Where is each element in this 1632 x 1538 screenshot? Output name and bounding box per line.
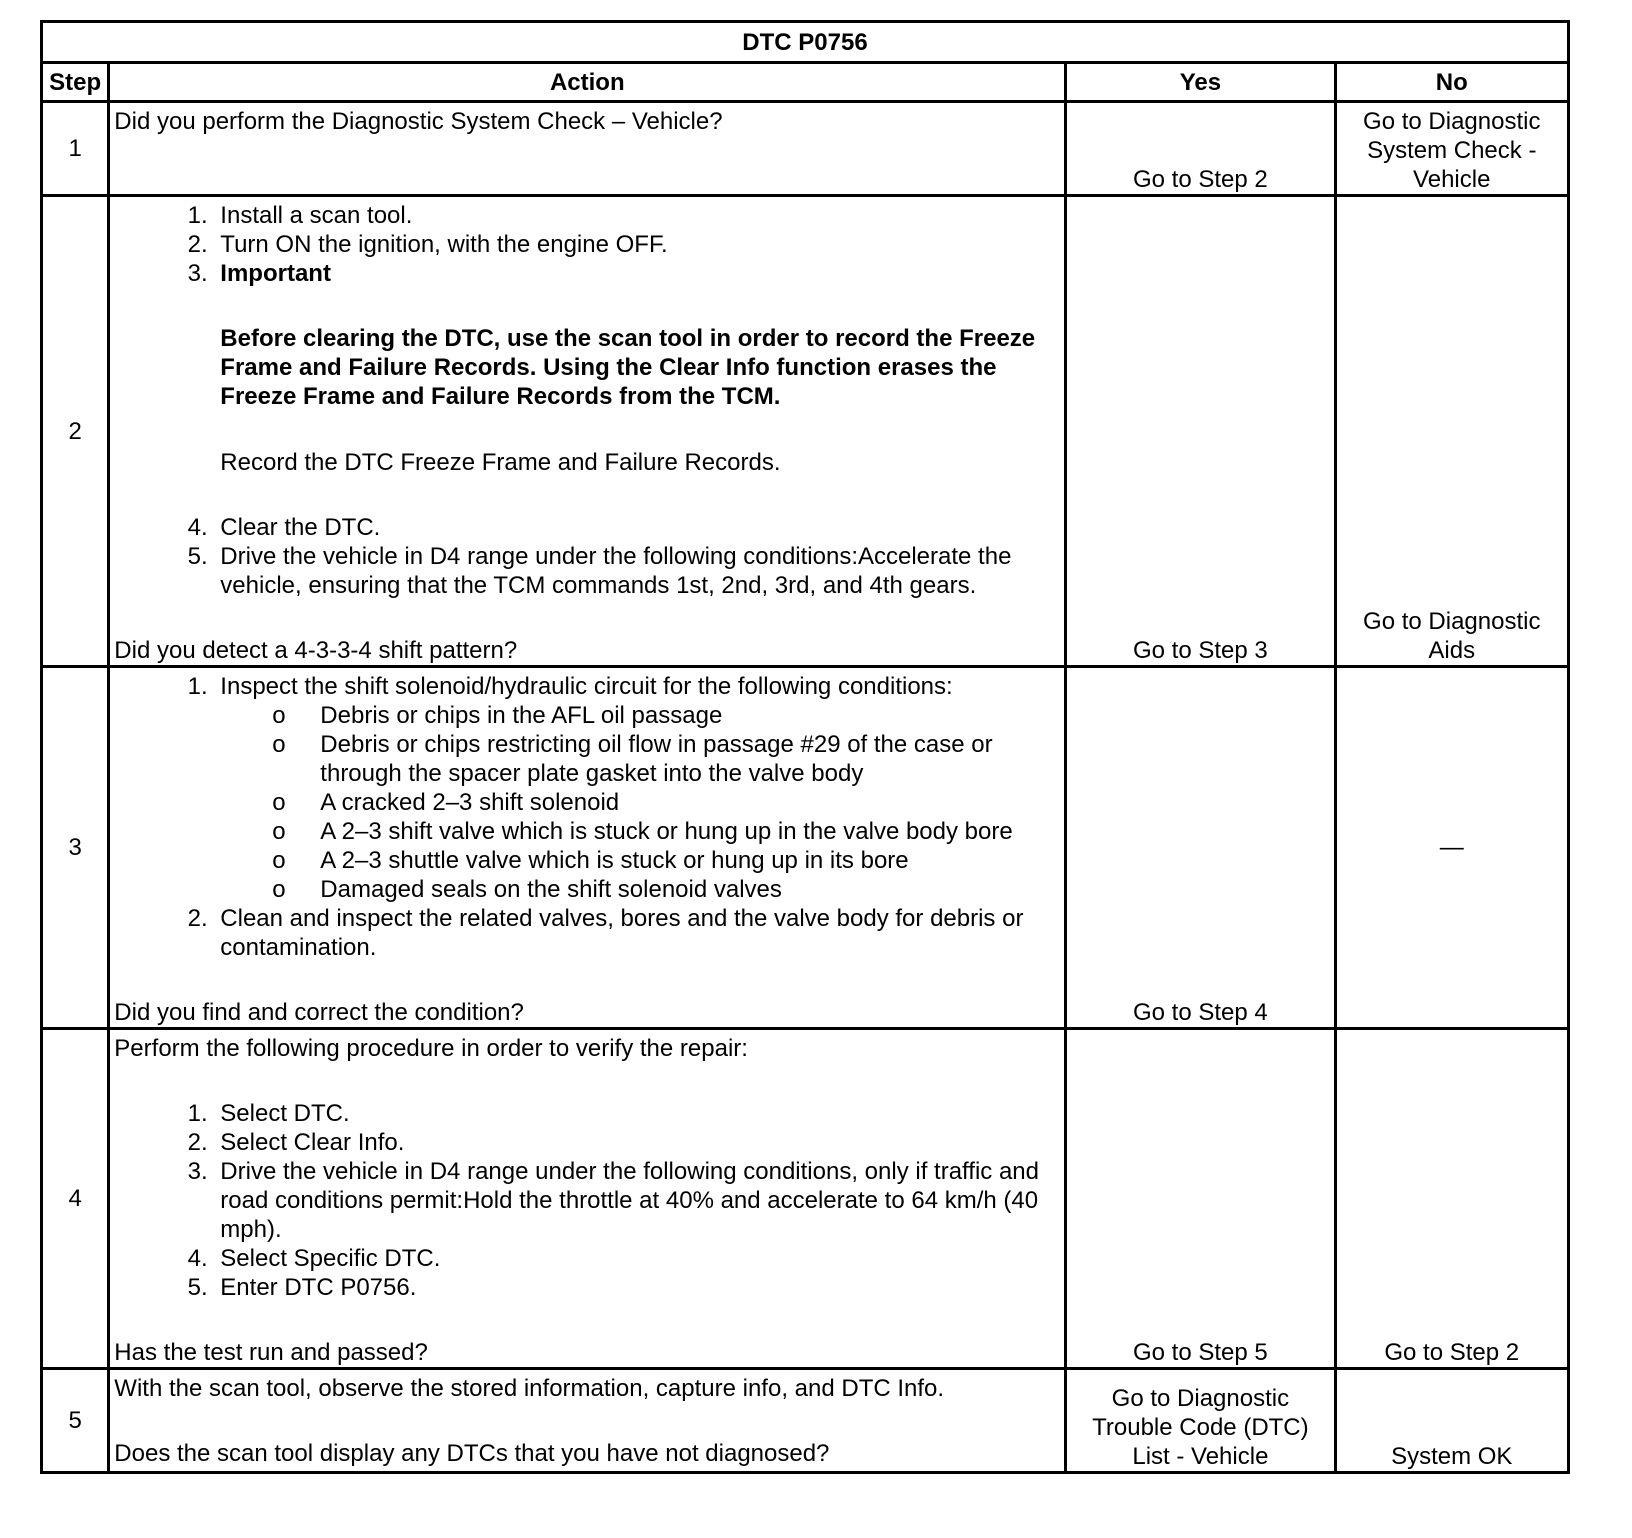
list-item: 2. Select Clear Info.	[214, 1128, 1060, 1157]
step-row-5	[42, 1369, 1569, 1473]
yes-link[interactable]: Go to Step 3	[1133, 637, 1268, 664]
header-yes: Yes	[1066, 63, 1335, 102]
yes-cell	[1066, 1369, 1335, 1473]
no-link[interactable]: Go to Step 2	[1384, 1339, 1520, 1366]
yes-cell	[1066, 196, 1335, 667]
action-question: Has the test run and passed?	[114, 1339, 428, 1366]
procedure-intro: Perform the following procedure in order to verify the repair:	[114, 1035, 748, 1062]
list-item: 3. Drive the vehicle in D4 range under the following conditions, only if traffic and road conditions permit:Hold the throttle at 40% and accelerate to 64 km/h (40 mph).	[214, 1157, 1060, 1244]
condition-item: o Damaged seals on the shift solenoid valves	[320, 875, 1060, 904]
list-item: 5. Enter DTC P0756.	[214, 1273, 1060, 1302]
step-row-3	[42, 667, 1569, 1029]
yes-cell	[1066, 102, 1335, 196]
no-dash: —	[1439, 834, 1464, 861]
action-cell	[109, 102, 1066, 196]
step-row-2	[42, 196, 1569, 667]
list-item-important	[214, 259, 1060, 506]
no-cell	[1335, 667, 1569, 1029]
list-item: 5. Drive the vehicle in D4 range under the following conditions:Accelerate the vehicle, ensuring that the TCM commands 1st, 2nd, 3rd, and 4th gears.	[214, 542, 1060, 600]
important-note: Before clearing the DTC, use the scan tool in order to record the Freeze Frame and Failure Records. Using the Clear Info function erases the Freeze Frame and Failure Records from the TCM.	[220, 325, 1036, 410]
dtc-page	[40, 20, 1570, 1474]
no-link[interactable]: Go to Diagnostic Aids	[1363, 608, 1541, 664]
action-cell	[109, 196, 1066, 667]
action-cell	[109, 667, 1066, 1029]
no-link[interactable]: Go to Diagnostic System Check - Vehicle	[1363, 108, 1541, 193]
yes-link[interactable]: Go to Step 4	[1133, 999, 1268, 1026]
step-number: 3	[42, 667, 109, 1029]
list-item: 1. Select DTC.	[214, 1099, 1060, 1128]
action-cell	[109, 1029, 1066, 1369]
yes-link[interactable]: Go to Step 5	[1133, 1339, 1268, 1366]
list-item: 4. Clear the DTC.	[214, 513, 1060, 542]
yes-cell	[1066, 1029, 1335, 1369]
step-number: 4	[42, 1029, 109, 1369]
no-cell	[1335, 196, 1569, 667]
header-no: No	[1335, 63, 1569, 102]
action-question: Did you find and correct the condition?	[114, 999, 524, 1026]
action-question: Did you detect a 4-3-3-4 shift pattern?	[114, 637, 518, 664]
procedure-list	[114, 201, 1060, 506]
action-question: Does the scan tool display any DTCs that you have not diagnosed?	[114, 1440, 830, 1467]
important-label: Important	[220, 260, 331, 287]
condition-item: o A 2–3 shuttle valve which is stuck or hung up in its bore	[320, 846, 1060, 875]
procedure-list	[114, 1099, 1060, 1302]
yes-link[interactable]: Go to Step 2	[1133, 166, 1268, 193]
list-item	[214, 672, 1060, 904]
action-question: Did you perform the Diagnostic System Check – Vehicle?	[114, 108, 723, 135]
condition-item: o A 2–3 shift valve which is stuck or hung up in the valve body bore	[320, 817, 1060, 846]
action-cell	[109, 1369, 1066, 1473]
step-row-4	[42, 1029, 1569, 1369]
step-number: 2	[42, 196, 109, 667]
list-item: 2. Clean and inspect the related valves, bores and the valve body for debris or contamination.	[214, 904, 1060, 962]
header-step: Step	[42, 63, 109, 102]
header-row	[42, 63, 1569, 102]
list-item: 2. Turn ON the ignition, with the engine OFF.	[214, 230, 1060, 259]
condition-list	[220, 701, 1060, 904]
list-item: 4. Select Specific DTC.	[214, 1244, 1060, 1273]
no-cell	[1335, 102, 1569, 196]
no-cell	[1335, 1029, 1569, 1369]
record-instruction: Record the DTC Freeze Frame and Failure Records.	[220, 449, 781, 476]
action-instruction: With the scan tool, observe the stored information, capture info, and DTC Info.	[114, 1375, 945, 1402]
dtc-table	[40, 20, 1570, 1474]
condition-item: o Debris or chips in the AFL oil passage	[320, 701, 1060, 730]
condition-item: o Debris or chips restricting oil flow in passage #29 of the case or through the spacer plate gasket into the valve body	[320, 730, 1060, 788]
table-title: DTC P0756	[42, 22, 1569, 63]
no-result: System OK	[1391, 1443, 1513, 1470]
header-action: Action	[109, 63, 1066, 102]
title-row	[42, 22, 1569, 63]
yes-link[interactable]: Go to Diagnostic Trouble Code (DTC) List - Vehicle	[1092, 1385, 1309, 1470]
procedure-list	[114, 672, 1060, 962]
step-number: 5	[42, 1369, 109, 1473]
yes-cell	[1066, 667, 1335, 1029]
condition-item: o A cracked 2–3 shift solenoid	[320, 788, 1060, 817]
step-number: 1	[42, 102, 109, 196]
procedure-list-continued	[114, 513, 1060, 600]
list-item-text: Inspect the shift solenoid/hydraulic circuit for the following conditions:	[220, 673, 953, 700]
list-item: 1. Install a scan tool.	[214, 201, 1060, 230]
no-cell	[1335, 1369, 1569, 1473]
step-row-1	[42, 102, 1569, 196]
